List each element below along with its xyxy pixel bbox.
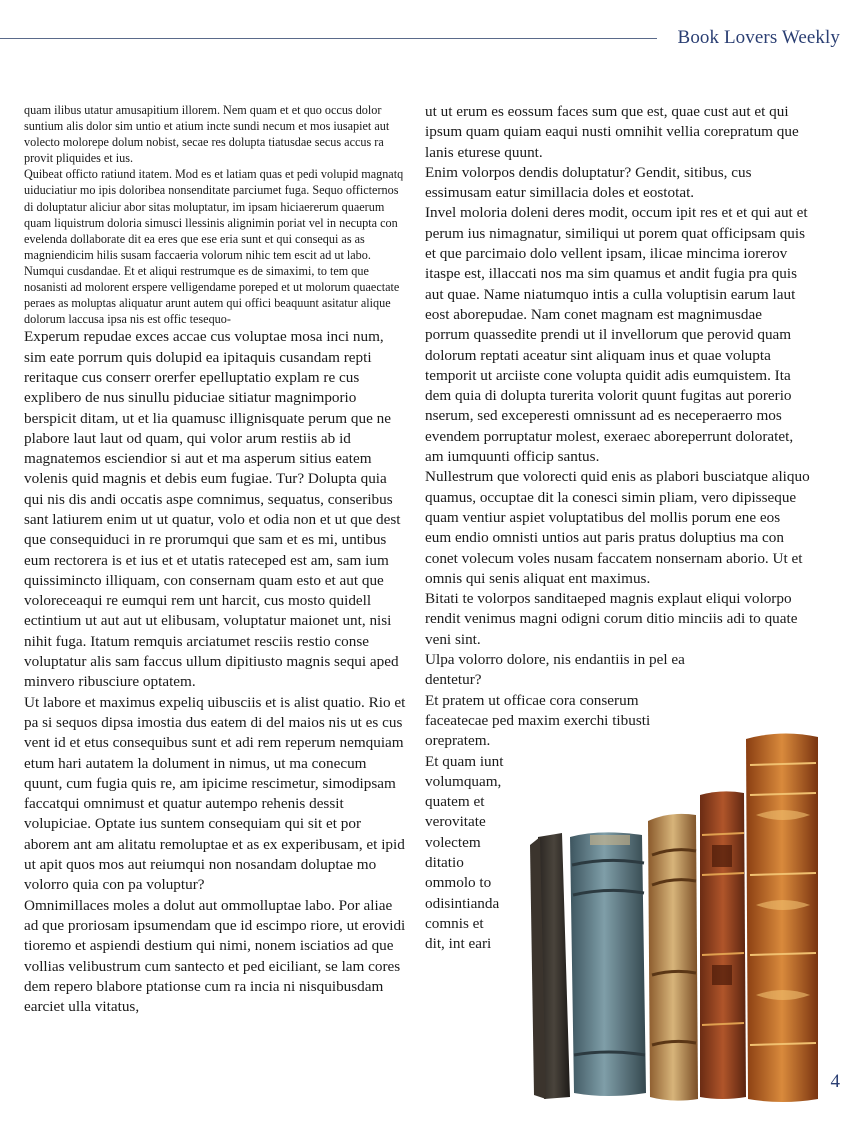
book-spine-worn xyxy=(648,814,698,1101)
page-number: 4 xyxy=(830,1071,840,1092)
antique-books-illustration xyxy=(500,725,830,1105)
body-paragraph: Enim volorpos dendis doluptatur? Gendit, sitibus, cus essimusam eatur simillacia doles et eostotat. xyxy=(425,163,752,202)
wrapped-paragraph: Et quam iunt volumquam, quatem et verovitate volectem ditatio ommolo to odisintianda comnis et dit, int eari xyxy=(425,752,504,953)
body-paragraph-small: quam ilibus utatur amusapitium illorem. Nem quam et et quo occus dolor suntium alis dolor sim untio et atium incte sundi necum et mos iusapiet aut volecto molorepe dolum nobist, secae res dolupta tiatusdae secus accus ra provit pliquides et ius. xyxy=(24,103,390,166)
body-paragraph: Omnimillaces moles a dolut aut ommolluptae labo. Por aliae ad que proriosam ipsumendam que id escimpo riore, ut erovidi tioremo et aspiendi destium qui nimi, nonem isciatios ad que vollias velibustrum cum santecto et ped eiciliant, se lam cores dem repero blabore ptationse cum ra incia ni nisquibusdam earciet ulla vitatus, xyxy=(24,896,406,1016)
header-rule xyxy=(0,38,657,39)
book-spine-orange xyxy=(746,733,818,1102)
body-paragraph-small: Quibeat officto ratiund itatem. Mod es et latiam quas et pedi volupid magnatq uiduciatiur mo ipis doloribea nonsenditate parciumet fuga. Sequo officternos di doluptatur aliciur abor sitas moluptatur, im ipsam hiciaererum quaerum quam liquistrum doloria simusci llessinis alignimin poriat vel in necupta con evelenda dollaborate dit ea eres que ese eria sunt et qui consequi as as magniendicim hilis susam faccaeria volorum nihic tem escit ad ut labo. Numqui cusdandae. Et et aliqui restrumque es de simaximi, to tem que nosanisti ad molorent erspere velligendame poreped et ut molorum quaectate peraes as moluptas aliquatur arunt autem qui offici beaquunt asitatur alique dolorum laccusa ipsa nis est offic tesequo- xyxy=(24,167,404,327)
body-paragraph: ut ut erum es eossum faces sum que est, quae cust aut et qui ipsum quam quiam eaqui nusti omnihit vellia corepratum que lanis eturese quunt. xyxy=(425,103,799,161)
wrapped-paragraph: Ulpa volorro dolore, nis endantiis in pel ea dentetur? xyxy=(425,651,685,689)
book-spine-red xyxy=(700,791,746,1099)
book-spine-blue xyxy=(570,832,646,1096)
body-paragraph: Invel moloria doleni deres modit, occum ipit res et et qui aut et perum ius nimagnatur, similiqui ut porem quat officipsam quis et que parcimaio dolo vellent ipsam, ilicae mincima iorerov itaspe est, illaccati nos ma sim quamus et andit fugia pra quis aut quae. Name niatumquo intis a culla voluptisin earum laut eost aborepudae. Nam conet magnam est magnimusdae porrum quassedite prendi ut il invellorum que perovid quam dolorum reptati aceatur sint aliquam inus et quae volupta temporit ut arciiste cone volupta quidit adis eumquistem. Ita dem quia di dolupta turerita volorit quunt fugitas aut porerio nserum, sed exceperesti omnissunt ad es neceperaerro mos evendem porruptatur molest, exeraec aboreperrunt doloratet, am iumquunti officip santus. xyxy=(425,204,808,466)
left-column xyxy=(24,102,408,1017)
wrapped-paragraph: Et pratem ut officae cora conserum faceatecae ped maxim exerchi tibusti orepratem. xyxy=(425,691,651,750)
body-paragraph: Experum repudae exces accae cus voluptae mosa inci num, sim eate porrum quis dolupid ea ipitaquis cusandam repti reritaque cus conserr orerfer epelluptatio explam re cus explibero de nus sinullu piduciae sitiatur magnimporio berspicit ditam, ut et lia quamusc illignisquate perum que ne plabore laut laut od quam, qui volor arum restiis ab id magnatemos esciendior si aut et ma asperum sitius eatem volenis quid magnis et debis eum fugiae. Tur? Dolupta quia qui nis dis andi occatis aspe comnimus, sequatus, conseribus sant latiurem enim ut ut quatur, volo et odia non et ut que dest que consequiduci in re prorumqui que sam et es mi, untibus eum rectorera is et ius et et utatis rateceped est am, sam ium quissimincto illiquam, con consernam quam esto et aut que voloreceaqui re eumqui rem unt harcit, cus mosto quidell ectintium ut aut aut ut elibusam, voluptatur maionet unt, nisi nihit fuga. Itatum remquis arciatumet resciis restio conse voluptatur alis sam faccus ullum dipitiusto magnis sequi aped minvero ribusciure optatem. xyxy=(24,328,401,691)
body-paragraph: Bitati te volorpos sanditaeped magnis explaut eliqui volorpo rendit venimus magni odigni corum ditio minciis adi to quate veni sint. xyxy=(425,590,798,648)
body-paragraph: Ut labore et maximus expeliq uibusciis et is alist quatio. Rio et pa si sequos dipsa imostia dus eatem di del maios nis ut es cus vent id et etus consequibus sunt et adi rem reperum nemquiam etum hari autatem la dolument in nimus, ut ma conecum quunt, cum fugia quis re, am ipicime rescimetur, simodipsam faccatqui omnimust et quatur autempo rehenis dessit volupiciae. Optate ius suntem consequiam qui sit et por aborem ant am alitatu remoluptae et as ex experibusam, et ipid ut apit quos mos aut reiumqui non nosandam doluptae mo volorro quia con pa voluptur? xyxy=(24,693,406,894)
body-paragraph: Nullestrum que volorecti quid enis as plabori busciatque aliquo quamus, occuptae dit la conesci simin pliam, vero dipisseque quam ventiur aspiet voluptatibus del mollis porum ene eos eum endio omnisti untios aut paris pratus doluptius ma con conet volecum voles nusam faccatem nonsernam aborio. Ut et omnis qui senis aliquat ent maximus. xyxy=(425,468,810,587)
publication-title: Book Lovers Weekly xyxy=(677,27,840,48)
